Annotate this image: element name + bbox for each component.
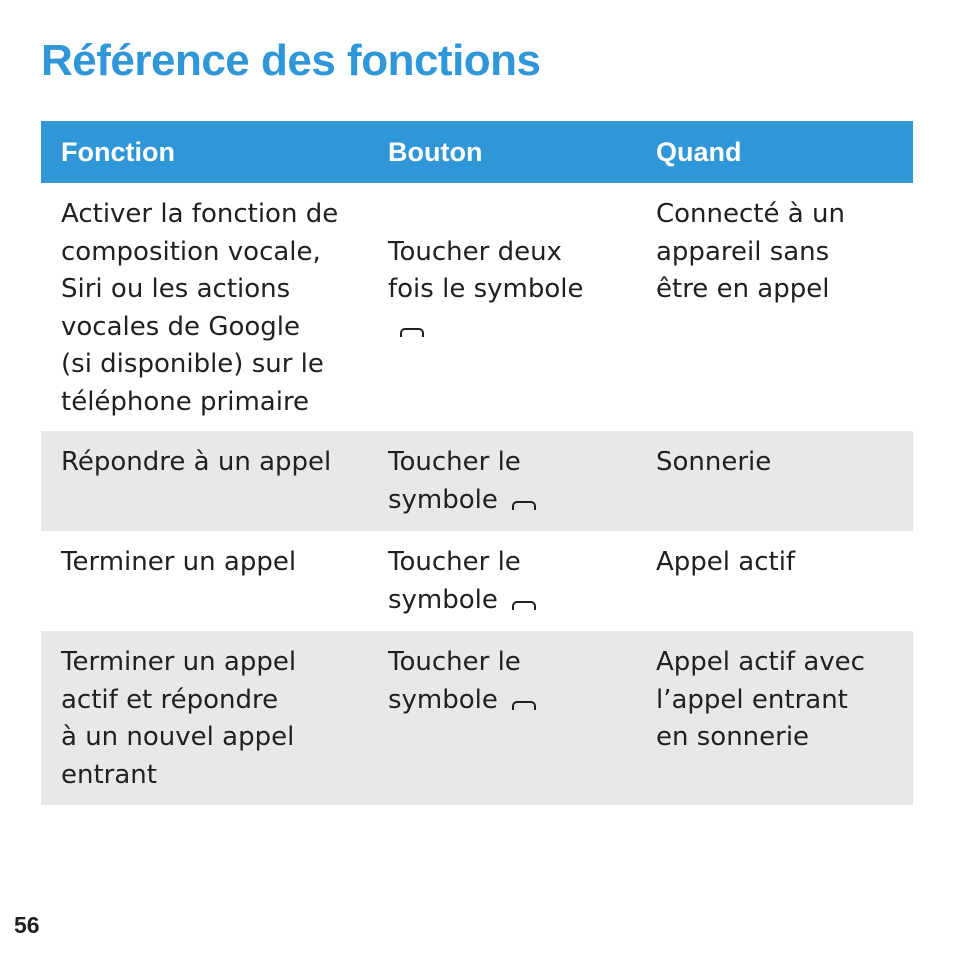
cell-quand: Connecté à un appareil sans être en appel	[656, 199, 845, 304]
header-quand: Quand	[656, 137, 742, 167]
cell-bouton-text: Toucher deux fois le symbole	[388, 236, 584, 304]
table-row	[41, 183, 913, 431]
cell-quand: Appel actif avec l’appel entrant en sonnerie	[656, 647, 865, 752]
header-bouton: Bouton	[388, 137, 483, 167]
cell-bouton	[368, 531, 636, 631]
cell-bouton-text: Toucher le symbole	[388, 547, 521, 615]
header-fonction: Fonction	[61, 137, 175, 167]
phone-icon	[512, 601, 536, 610]
cell-fonction: Activer la fonction de composition vocale, Siri ou les actions vocales de Google (si disponible) sur le téléphone primaire	[61, 199, 339, 417]
cell-bouton	[368, 183, 636, 431]
cell-bouton	[368, 631, 636, 805]
phone-icon	[512, 701, 536, 710]
phone-icon	[400, 328, 424, 337]
table-header	[41, 121, 913, 183]
page-number: 56	[14, 912, 40, 938]
cell-bouton	[368, 431, 636, 531]
table-row	[41, 631, 913, 805]
cell-fonction: Répondre à un appel	[61, 447, 332, 477]
function-reference-table	[41, 121, 913, 805]
page-title: Référence des fonctions	[41, 36, 541, 85]
table-row	[41, 531, 913, 631]
cell-quand: Appel actif	[656, 547, 796, 577]
cell-fonction: Terminer un appel	[61, 547, 297, 577]
cell-bouton-text: Toucher le symbole	[388, 647, 521, 715]
cell-fonction: Terminer un appel actif et répondre à un nouvel appel entrant	[61, 647, 297, 790]
cell-bouton-text: Toucher le symbole	[388, 447, 521, 515]
phone-icon	[512, 501, 536, 510]
table-row	[41, 431, 913, 531]
cell-quand: Sonnerie	[656, 447, 772, 477]
